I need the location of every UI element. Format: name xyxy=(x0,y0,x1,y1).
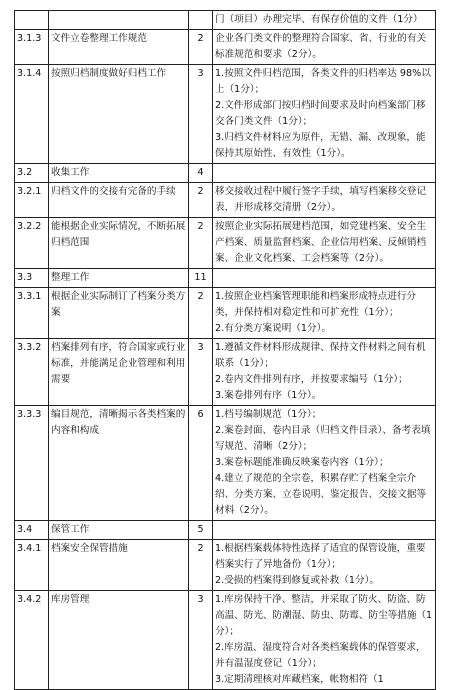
criteria-line: 1.按照企业档案管理职能和档案形成特点进行分类，并保持相对稳定性和可扩充性（1分）； xyxy=(215,291,417,318)
item-title-cell: 档案安全保管措施 xyxy=(49,540,189,591)
table-row xyxy=(15,11,436,30)
score-cell: 2 xyxy=(189,540,213,591)
table-row xyxy=(15,591,436,690)
table-row xyxy=(15,30,436,65)
score-cell: 6 xyxy=(189,406,213,521)
criteria-line: 1.档号编制规范（1分）； xyxy=(215,409,322,420)
criteria-line: 4.建立了规范的全宗卷，积累存贮了档案全宗介绍、分类方案、立卷说明、鉴定报告、交接文据等材料（2分）。 xyxy=(215,473,427,516)
score-cell: 3 xyxy=(189,339,213,406)
item-title-cell: 能根据企业实际情况，不断拓展归档范围 xyxy=(49,218,189,269)
item-title-cell: 保管工作 xyxy=(49,521,189,540)
criteria-cell xyxy=(213,591,436,690)
criteria-line: 1.库房保持干净、整洁，并采取了防火、防盗、防高温、防光、防潮湿、防虫、防霉、防尘等措施（1分）； xyxy=(215,594,433,637)
criteria-line: 1.按照文件归档范围，各类文件的归档率达 98%以上（1分）； xyxy=(215,68,431,95)
table-row xyxy=(15,65,436,164)
criteria-cell xyxy=(213,11,436,30)
evaluation-table xyxy=(14,10,436,690)
item-number-cell: 3.1.4 xyxy=(15,65,49,164)
item-title-cell: 库房管理 xyxy=(49,591,189,690)
criteria-line: 企业各门类文件的整理符合国家、省、行业的有关标准规范和要求（2分）。 xyxy=(215,33,427,60)
criteria-line: 2.卷内文件排列有序，并按要求编号（1分）； xyxy=(215,374,408,385)
item-title-cell: 按照归档制度做好归档工作 xyxy=(49,65,189,164)
item-number-cell: 3.1.3 xyxy=(15,30,49,65)
criteria-line: 移交接收过程中履行签字手续，填写档案移交登记表，并形成移交清册（2分）。 xyxy=(215,186,427,213)
table-row xyxy=(15,406,436,521)
item-number-cell: 3.3.3 xyxy=(15,406,49,521)
item-number-cell: 3.3.2 xyxy=(15,339,49,406)
item-title-cell: 编目规范，清晰揭示各类档案的内容和构成 xyxy=(49,406,189,521)
criteria-line: 2.库房温、湿度符合对各类档案载体的保管要求，并有温湿度登记（1分）； xyxy=(215,642,426,669)
score-cell: 5 xyxy=(189,521,213,540)
score-cell: 3 xyxy=(189,591,213,690)
criteria-cell xyxy=(213,339,436,406)
table-row xyxy=(15,183,436,218)
item-number-cell: 3.3 xyxy=(15,269,49,288)
item-number-cell: 3.4.2 xyxy=(15,591,49,690)
criteria-cell xyxy=(213,540,436,591)
score-cell: 3 xyxy=(189,65,213,164)
criteria-cell xyxy=(213,164,436,183)
item-number-cell: 3.2.2 xyxy=(15,218,49,269)
item-title-cell xyxy=(49,11,189,30)
item-title-cell: 归档文件的交接有完备的手续 xyxy=(49,183,189,218)
criteria-line: 按照企业实际拓展建档范围，如党建档案、安全生产档案、质量监督档案、企业信用档案、反倾销档案、企业文化档案、工会档案等（2分）。 xyxy=(215,221,427,264)
criteria-line: 1.根据档案载体特性选择了适宜的保管设施，重要档案实行了异地备份（1分）； xyxy=(215,543,426,570)
criteria-line: 3.案卷排列有序（1分）。 xyxy=(215,390,322,401)
item-title-cell: 档案排列有序，符合国家或行业标准，并能满足企业管理和利用需要 xyxy=(49,339,189,406)
table-row xyxy=(15,269,436,288)
item-title-cell: 收集工作 xyxy=(49,164,189,183)
table-row xyxy=(15,339,436,406)
score-cell: 11 xyxy=(189,269,213,288)
score-cell: 2 xyxy=(189,30,213,65)
table-row xyxy=(15,540,436,591)
item-number-cell xyxy=(15,11,49,30)
score-cell xyxy=(189,11,213,30)
item-number-cell: 3.2.1 xyxy=(15,183,49,218)
item-title-cell: 整理工作 xyxy=(49,269,189,288)
score-cell: 2 xyxy=(189,183,213,218)
criteria-line: 2.受损的档案得到修复或补救（1分）。 xyxy=(215,575,379,586)
table-row xyxy=(15,288,436,339)
evaluation-table-body xyxy=(15,11,436,690)
item-number-cell: 3.4 xyxy=(15,521,49,540)
table-row xyxy=(15,521,436,540)
criteria-cell xyxy=(213,406,436,521)
criteria-cell xyxy=(213,288,436,339)
score-cell: 2 xyxy=(189,218,213,269)
table-row xyxy=(15,164,436,183)
item-title-cell: 文件立卷整理工作规范 xyxy=(49,30,189,65)
criteria-cell xyxy=(213,183,436,218)
criteria-cell xyxy=(213,269,436,288)
item-number-cell: 3.4.1 xyxy=(15,540,49,591)
criteria-line: 2.案卷封面、卷内目录（归档文件目录）、备考表填写规范、清晰（2分）； xyxy=(215,425,431,452)
criteria-line: 3.定期清理核对库藏档案，帐物相符（1 xyxy=(215,674,384,685)
item-title-cell: 根据企业实际制订了档案分类方案 xyxy=(49,288,189,339)
table-row xyxy=(15,218,436,269)
criteria-cell xyxy=(213,65,436,164)
criteria-line: 1.遵循文件材料形成规律、保持文件材料之间有机联系（1分）； xyxy=(215,342,426,369)
item-number-cell: 3.3.1 xyxy=(15,288,49,339)
criteria-line: 3.归档文件材料应为原件，无错、漏、改现象，能保持其原始性、有效性（1分）。 xyxy=(215,132,426,159)
item-number-cell: 3.2 xyxy=(15,164,49,183)
criteria-cell xyxy=(213,30,436,65)
criteria-line: 3.案卷标题能准确反映案卷内容（1分）； xyxy=(215,457,389,468)
score-cell: 4 xyxy=(189,164,213,183)
criteria-line: 2.有分类方案说明（1分）。 xyxy=(215,323,331,334)
criteria-line: 门（项目）办理完毕、有保存价值的文件（1分） xyxy=(215,14,423,25)
criteria-line: 2.文件形成部门按归档时间要求及时向档案部门移交各门类文件（1分）； xyxy=(215,100,426,127)
score-cell: 2 xyxy=(189,288,213,339)
criteria-cell xyxy=(213,521,436,540)
criteria-cell xyxy=(213,218,436,269)
